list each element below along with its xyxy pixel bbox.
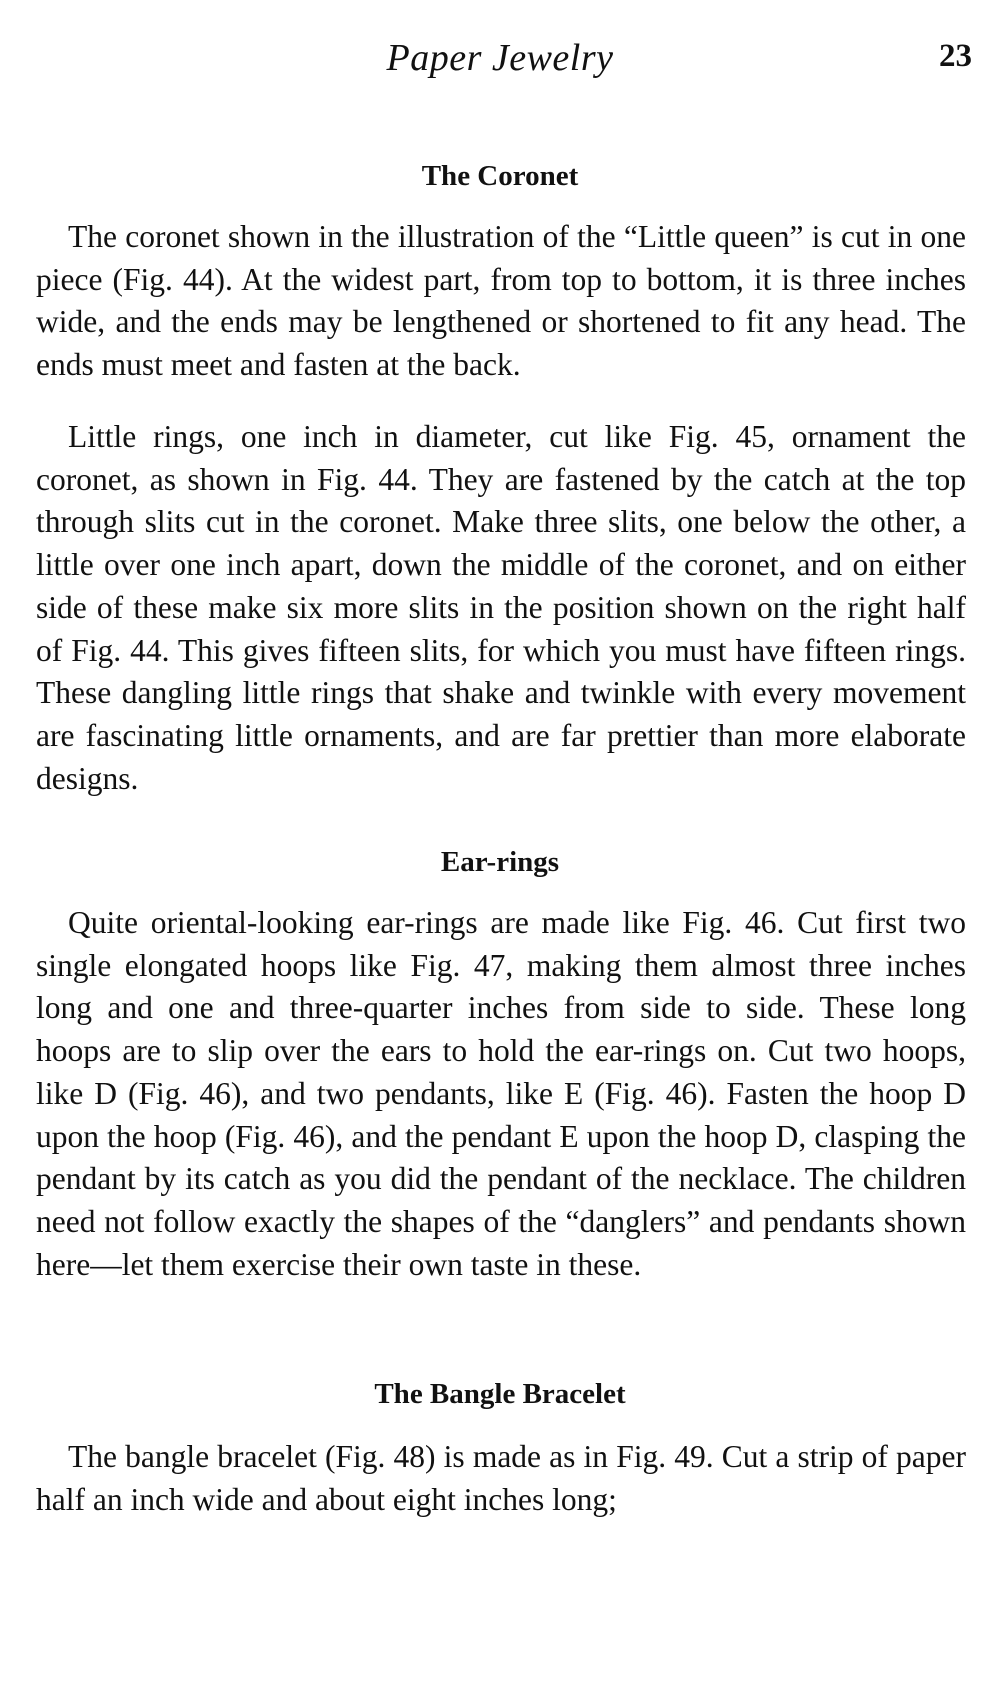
section-heading-ear-rings: Ear-rings [440, 846, 560, 878]
section-heading-coronet: The Coronet [421, 160, 579, 192]
running-head [0, 36, 1000, 96]
page-number: 23 [939, 38, 972, 74]
paragraph-ear-rings-1: Quite oriental-looking ear-rings are made like Fig. 46. Cut first two single elongated hoops like Fig. 47, making them almost three inches long and one and three-quarter inches from side to side. These long hoops are to slip over the ears to hold the ear-rings on. Cut two hoops, like D (Fig. 46), and two pendants, like E (Fig. 46). Fasten the hoop D upon the hoop (Fig. 46), and the pendant E upon the hoop D, clasping the pendant by its catch as you did the pendant of the necklace. The children need not follow exactly the shapes of the “danglers” and pendants shown here—let them exercise their own taste in these. [36, 905, 966, 1282]
paragraph-bangle-bracelet-1: The bangle bracelet (Fig. 48) is made as in Fig. 49. Cut a strip of paper half an inch wide and about eight inches long; [36, 1439, 966, 1517]
section-heading-bangle-bracelet: The Bangle Bracelet [374, 1378, 626, 1410]
paragraph-coronet-1: The coronet shown in the illustration of the “Little queen” is cut in one piece (Fig. 44). At the widest part, from top to bottom, it is three inches wide, and the ends may be lengthened or shortened to fit any head. The ends must meet and fasten at the back. [36, 219, 966, 383]
running-title: Paper Jewelry [386, 37, 614, 79]
paragraph-coronet-2: Little rings, one inch in diameter, cut like Fig. 45, ornament the coronet, as shown in Fig. 44. They are fastened by the catch at the top through slits cut in the coronet. Make three slits, one below the other, a little over one inch apart, down the middle of the coronet, and on either side of these make six more slits in the position shown on the right half of Fig. 44. This gives fifteen slits, for which you must have fifteen rings. These dangling little rings that shake and twinkle with every movement are fascinating little ornaments, and are far prettier than more elaborate designs. [36, 419, 966, 796]
